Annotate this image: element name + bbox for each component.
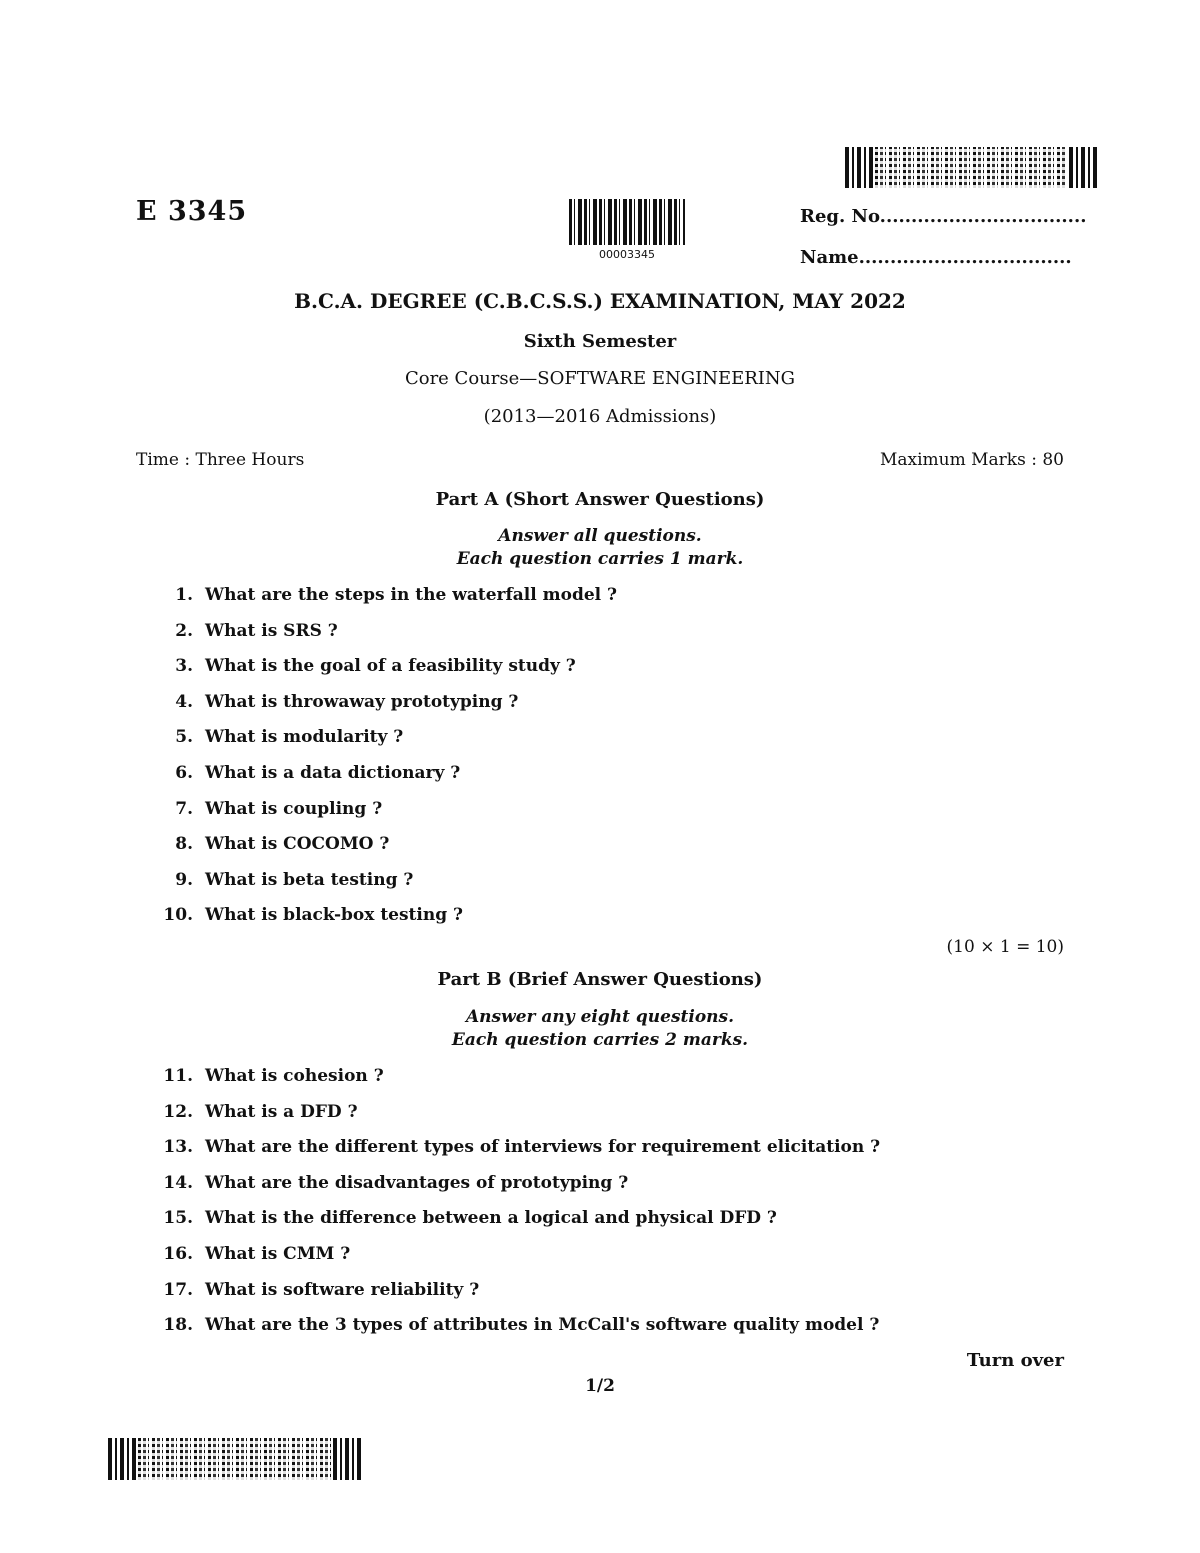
top-right-barcode bbox=[845, 147, 1097, 188]
question-text: What are the steps in the waterfall model ? bbox=[205, 585, 617, 605]
barcode-number: 00003345 bbox=[599, 248, 655, 261]
question-number: 6. bbox=[175, 763, 193, 783]
question-number: 3. bbox=[175, 656, 193, 677]
question-number: 8. bbox=[175, 834, 193, 855]
question-item bbox=[163, 1137, 881, 1158]
bottom-left-barcode bbox=[108, 1438, 361, 1480]
question-item bbox=[163, 1208, 777, 1229]
paper-code: E 3345 bbox=[136, 196, 248, 227]
question-item bbox=[163, 905, 463, 926]
part-b-heading: Part B (Brief Answer Questions) bbox=[437, 969, 763, 990]
question-item bbox=[175, 585, 617, 605]
question-text: What are the different types of interviews for requirement elicitation ? bbox=[205, 1137, 881, 1158]
turn-over: Turn over bbox=[966, 1350, 1064, 1371]
part-b-instruction-2: Each question carries 2 marks. bbox=[451, 1030, 749, 1050]
course-title: Core Course—SOFTWARE ENGINEERING bbox=[404, 368, 796, 389]
question-item bbox=[175, 620, 338, 641]
part-a-heading: Part A (Short Answer Questions) bbox=[435, 489, 765, 510]
question-number: 10. bbox=[163, 905, 193, 926]
question-item bbox=[175, 798, 383, 819]
question-item bbox=[163, 1279, 480, 1300]
question-text: What is black-box testing ? bbox=[205, 905, 463, 926]
question-item bbox=[163, 1315, 880, 1336]
question-item bbox=[163, 1066, 384, 1086]
question-text: What is COCOMO ? bbox=[205, 834, 390, 855]
max-marks-label: Maximum Marks : 80 bbox=[879, 450, 1064, 470]
question-text: What is coupling ? bbox=[205, 798, 383, 819]
question-number: 9. bbox=[175, 869, 193, 890]
question-text: What are the 3 types of attributes in McCall's software quality model ? bbox=[205, 1315, 880, 1336]
time-label: Time : Three Hours bbox=[136, 450, 305, 470]
question-number: 11. bbox=[163, 1066, 193, 1086]
question-number: 13. bbox=[163, 1137, 193, 1158]
name-field: Name.................................. bbox=[800, 247, 1072, 268]
question-number: 18. bbox=[163, 1315, 193, 1336]
question-item bbox=[175, 763, 461, 783]
question-number: 17. bbox=[163, 1279, 193, 1300]
question-item bbox=[163, 1172, 629, 1193]
question-text: What is a data dictionary ? bbox=[205, 763, 461, 783]
question-item bbox=[175, 727, 404, 748]
question-text: What is modularity ? bbox=[205, 727, 404, 748]
part-b-instruction-1: Answer any eight questions. bbox=[465, 1007, 735, 1027]
question-item bbox=[175, 656, 576, 677]
question-text: What is the difference between a logical and physical DFD ? bbox=[205, 1208, 777, 1229]
question-text: What is beta testing ? bbox=[205, 869, 414, 890]
question-item bbox=[175, 834, 390, 855]
question-text: What are the disadvantages of prototyping ? bbox=[205, 1172, 629, 1193]
question-number: 12. bbox=[163, 1101, 193, 1122]
question-item bbox=[163, 1101, 358, 1122]
question-number: 4. bbox=[175, 691, 193, 712]
question-text: What is CMM ? bbox=[205, 1244, 351, 1264]
question-item bbox=[175, 869, 414, 890]
question-text: What is cohesion ? bbox=[205, 1066, 384, 1086]
question-number: 14. bbox=[163, 1172, 193, 1193]
question-number: 2. bbox=[175, 620, 193, 641]
page-number: 1/2 bbox=[585, 1376, 615, 1396]
question-number: 16. bbox=[163, 1244, 193, 1264]
question-number: 15. bbox=[163, 1208, 193, 1229]
center-barcode bbox=[569, 199, 685, 245]
exam-title: B.C.A. DEGREE (C.B.C.S.S.) EXAMINATION, MAY 2022 bbox=[294, 289, 906, 313]
admissions: (2013—2016 Admissions) bbox=[483, 406, 717, 427]
part-a-instruction-2: Each question carries 1 mark. bbox=[456, 549, 744, 569]
semester: Sixth Semester bbox=[523, 331, 677, 352]
question-text: What is a DFD ? bbox=[205, 1101, 358, 1122]
reg-no-field: Reg. No................................. bbox=[800, 206, 1087, 227]
question-number: 7. bbox=[175, 798, 193, 819]
part-a-instruction-1: Answer all questions. bbox=[498, 526, 702, 546]
question-text: What is software reliability ? bbox=[205, 1279, 480, 1300]
question-text: What is SRS ? bbox=[205, 620, 338, 641]
part-a-marks: (10 × 1 = 10) bbox=[946, 937, 1064, 957]
question-text: What is the goal of a feasibility study ? bbox=[205, 656, 576, 677]
question-item bbox=[163, 1244, 351, 1264]
question-number: 5. bbox=[175, 727, 193, 748]
question-number: 1. bbox=[175, 585, 193, 605]
question-item bbox=[175, 691, 519, 712]
question-text: What is throwaway prototyping ? bbox=[205, 691, 519, 712]
